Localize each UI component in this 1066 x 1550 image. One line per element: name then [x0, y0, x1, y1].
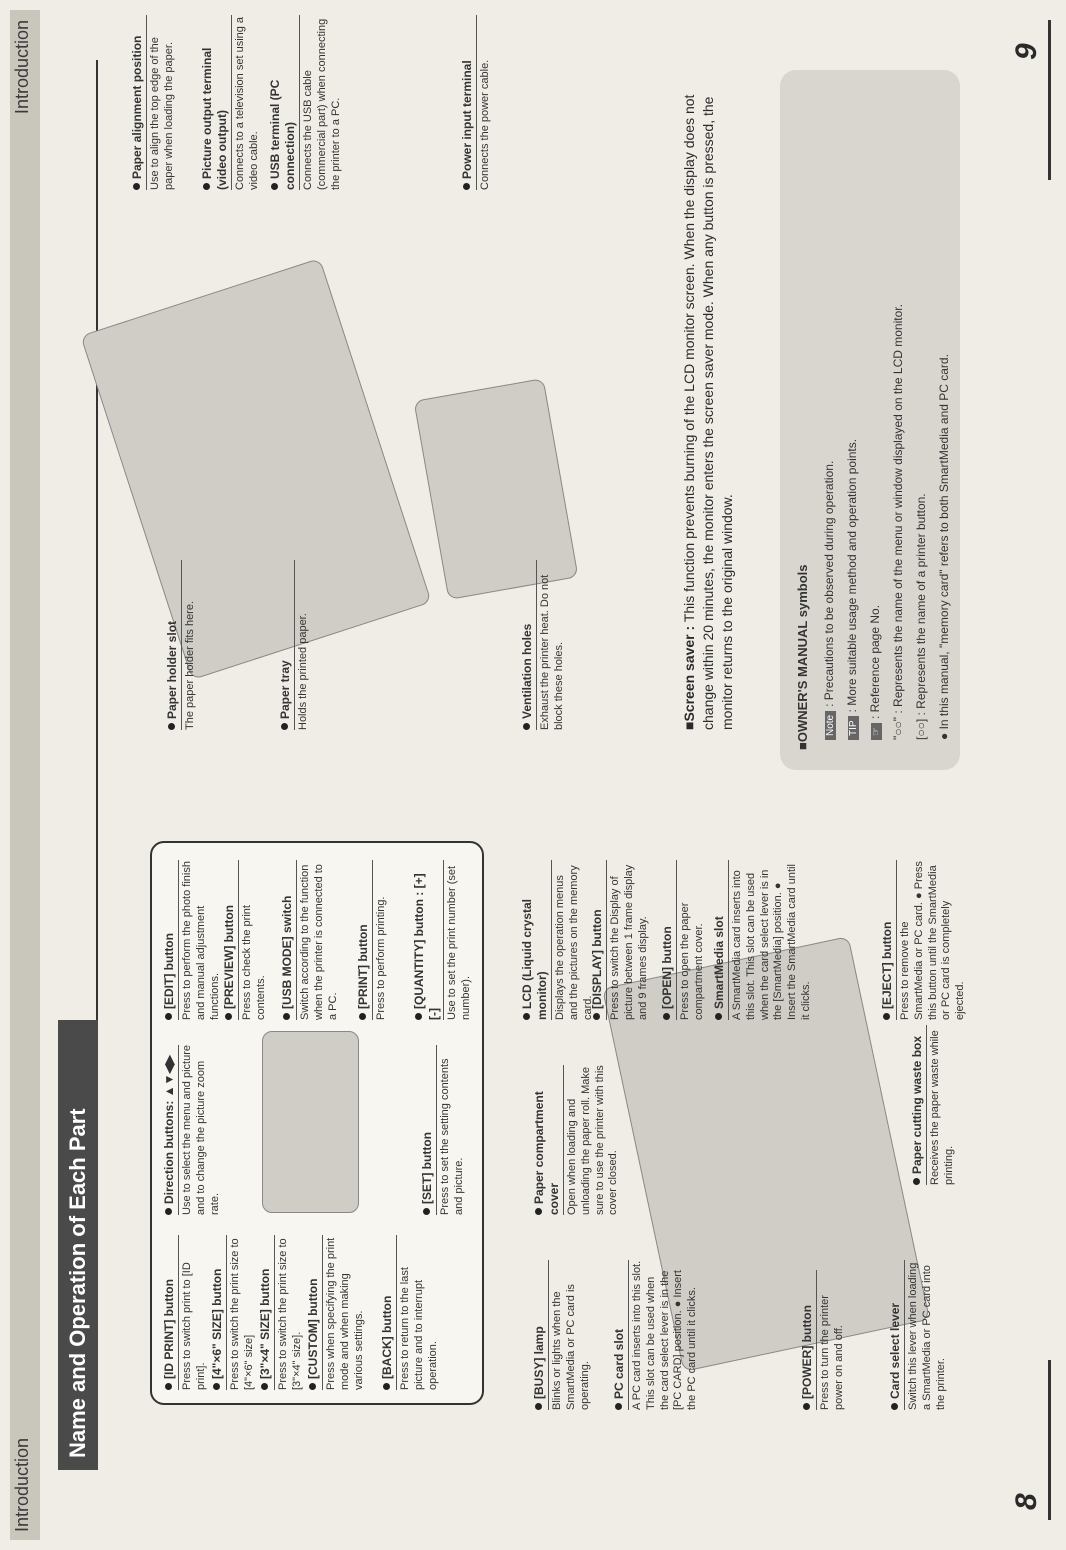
- set-button-label: [SET] button Press to set the setting contents and picture.: [420, 1045, 467, 1215]
- lcd-label: LCD (Liquid crystal monitor) Displays the operation menus and the pictures on the memory card.: [520, 860, 595, 1020]
- preview-button-label: [PREVIEW] button Press to check the print contents.: [222, 860, 269, 1020]
- title-rule: [96, 60, 98, 1020]
- card-select-lever-label: Card select lever Switch this lever when loading a SmartMedia or PC card into the printer.: [888, 1260, 948, 1410]
- quantity-button-label: [QUANTITY] button : [+] [-] Use to set the print number (set number).: [412, 860, 474, 1020]
- symbol-reference: ☞: Reference page No.: [868, 605, 882, 740]
- symbol-tip: TIP: More suitable usage method and operation points.: [845, 439, 859, 740]
- paper-alignment-position-label: Paper alignment position Use to align the top edge of the paper when loading the paper.: [130, 15, 177, 190]
- power-button-label: [POWER] button Press to turn the printer power on and off.: [800, 1270, 847, 1410]
- smartmedia-slot-label: SmartMedia slot A SmartMedia card inserts into this slot. This slot can be used when the card select lever is in the [SmartMedia] position. ● Insert the SmartMedia card until it clicks.: [712, 860, 814, 1020]
- symbol-note: Note: Precautions to be observed during operation.: [822, 461, 836, 740]
- power-input-terminal-label: Power input terminal Connects the power cable.: [460, 15, 493, 190]
- back-button-label: [BACK] button Press to return to the last picture and to interrupt operation.: [380, 1235, 440, 1390]
- pc-card-slot-label: PC card slot A PC card inserts into this slot. This slot can be used when the card select lever is in the [PC CARD] position. ● Insert the PC card until it clicks.: [612, 1260, 698, 1410]
- page-number-left-rule: [1048, 1360, 1051, 1520]
- control-panel-photo: [262, 1031, 359, 1213]
- usb-terminal-label: USB terminal (PC connection) Connects the USB cable (commercial part) when connecting the printer to a PC.: [268, 15, 343, 190]
- display-button-label: [DISPLAY] button Press to switch the Display of picture between 1 frame display and 9 frames display.: [590, 860, 650, 1020]
- screen-saver-note: ■Screen saver : This function prevents burning of the LCD monitor screen. When the display does not change within 20 minutes, the monitor enters the screen saver mode. When any button is pressed, the monitor returns to the original window.: [681, 94, 735, 730]
- id-print-button-label: [ID PRINT] button Press to switch print to [ID print].: [162, 1235, 209, 1390]
- symbol-memory-card: ● In this manual, "memory card" refers to both SmartMedia and PC card.: [937, 354, 951, 740]
- symbol-menu-name: "○○" : Represents the name of the menu or window displayed on the LCD monitor.: [891, 304, 905, 740]
- header-right: Introduction: [12, 20, 32, 115]
- paper-holder-slot-label: Paper holder slot The paper holder fits here.: [165, 560, 198, 730]
- usb-mode-switch-label: [USB MODE] switch Switch according to the function when the printer is connected to a PC.: [280, 860, 340, 1020]
- custom-button-label: [CUSTOM] button Press when specifying the print mode and when making various settings.: [306, 1235, 366, 1390]
- header-left: Introduction: [12, 1437, 32, 1532]
- eject-button-label: [EJECT] button Press to remove the SmartMedia or PC card. ● Press this button until the SmartMedia or PC card is completely ejected.: [880, 861, 966, 1020]
- edit-button-label: [EDIT] button Press to perform the photo finish and manual adjustment functions.: [162, 861, 221, 1020]
- printer-rear-photo: [80, 258, 432, 680]
- page-number-right: 9: [1010, 43, 1043, 60]
- direction-buttons-label: Direction buttons: ▲▼◀▶ Use to select the menu and picture and to change the picture zoom rate.: [162, 1045, 221, 1215]
- page-number-right-rule: [1048, 20, 1051, 180]
- print-button-label: [PRINT] button Press to perform printing.: [356, 860, 389, 1020]
- paper-cutting-waste-box-label: Paper cutting waste box Receives the paper waste while printing.: [910, 1025, 957, 1185]
- open-button-label: [OPEN] button Press to open the paper compartment cover.: [660, 860, 707, 1020]
- paper-compartment-cover-label: Paper compartment cover Open when loading and unloading the paper roll. Make sure to use the printer with this cover closed.: [532, 1065, 620, 1215]
- picture-output-terminal-label: Picture output terminal (video output) Connects to a television set using a video cable.: [200, 16, 260, 190]
- ventilation-holes-label: Ventilation holes Exhaust the printer heat. Do not block these holes.: [520, 560, 567, 730]
- 3x4-size-button-label: [3"×4" SIZE] button Press to switch the print size to [3"×4" size].: [258, 1235, 305, 1390]
- symbols-heading: ■OWNER'S MANUAL symbols: [795, 564, 810, 750]
- busy-lamp-label: [BUSY] lamp Blinks or lights when the SmartMedia or PC card is operating.: [532, 1260, 592, 1410]
- page-title: Name and Operation of Each Part: [58, 1020, 98, 1470]
- paper-tray-label: Paper tray Holds the printed paper.: [278, 560, 311, 730]
- header-band: [10, 10, 40, 1540]
- symbol-button-name: [○○] : Represents the name of a printer button.: [914, 493, 928, 740]
- 4x6-size-button-label: [4"×6" SIZE] button Press to switch the print size to [4"×6" size]: [210, 1235, 257, 1390]
- page-number-left: 8: [1010, 1493, 1043, 1510]
